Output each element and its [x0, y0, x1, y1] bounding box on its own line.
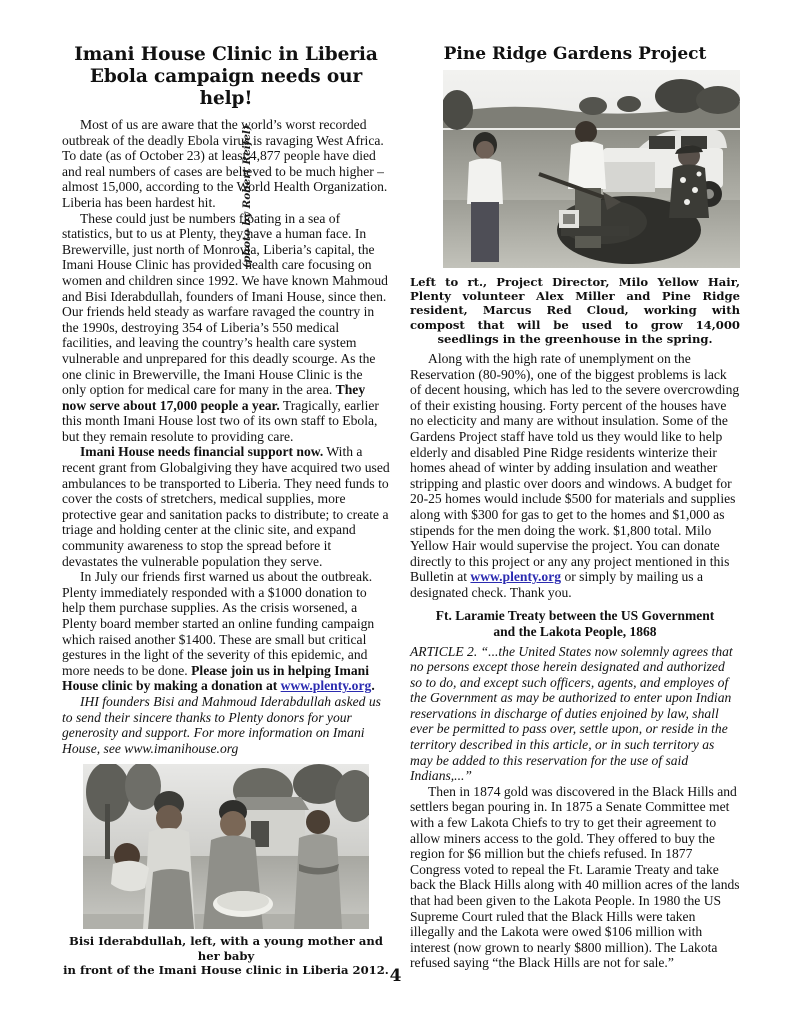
- plenty-org-link-left[interactable]: www.plenty.org: [280, 678, 372, 694]
- treaty-heading-line-2: and the Lakota People, 1868: [493, 624, 657, 640]
- financial-support-rest: With a recent grant from Globalgiving they have acquired two used ambulances to be transported to Liberia. They need funds to cover the costs of stretchers, medical supplies, more protective gear and sanitation packs to distribute; to create a triage and holding center at the clinic site, and expand community awareness to stop the spread before it devastates the vulnerable population they serve.: [62, 444, 390, 569]
- paragraph-black-hills-history: Then in 1874 gold was discovered in the Black Hills and settlers began pouring in. In 1875 a Senate Committee met with a few Lakota Chiefs to try to get their agreement to allow miners access to the gold. They offered to buy the region for $6 million but the chiefs refused. In 1877 Congress voted to repeal the Ft. Laramie Treaty and take back the Black Hills along with 40 million acres of the lands that had been given to the Lakota People. In 1980 the US Supreme Court ruled that the Black Hills were taken illegally and the Lakota were owed $106 million with interest (now grown to nearly $800 million). The Lakota refused saying “the Black Hills are not for sale.”: [410, 783, 740, 971]
- treaty-heading-line-1: Ft. Laramie Treaty between the US Government: [435, 607, 715, 623]
- page-title: [62, 44, 390, 110]
- imani-caption-line-2: in front of the Imani House clinic in Liberia 2012.: [63, 962, 389, 977]
- paragraph-financial-support: [62, 444, 390, 569]
- pine-ridge-photo-caption: Left to rt., Project Director, Milo Yellow Hair, Plenty volunteer Alex Miller and Pine Ridge resident, Marcus Red Cloud, working with compost that will be used to grow 14,000 seedlings in the greenhouse in the spring.: [410, 275, 740, 346]
- paragraph-imani-history-part2: Tragically, earlier this month Imani House lost two of its own staff to Ebola, but they remain resolute to providing care.: [62, 397, 379, 444]
- financial-support-lead: Imani House needs financial support now.: [80, 444, 324, 460]
- donation-appeal-end: .: [371, 678, 375, 694]
- pine-ridge-gardens-photo-graphic: [443, 70, 740, 268]
- pine-ridge-housing-part1: Along with the high rate of unemplyment on the Reservation (80-90%), one of the biggest problems is lack of decent housing, which has led to the severe overcrowding of their existing housing. Forty percent of the houses have no electicity and many are without insulation. Some of the Gardens Project staff have told us they would like to help elderly and disabled Pine Ridge residents winterize their homes ahead of winter by adding insulation and weather stripping and plastic over doors and windows. A budget for 20-25 homes would include $500 for materials and supplies along with $300 for gas to get to the homes and $1,000 as stipends for the men doing the work. $1,800 total. Milo Yellow Hair would supervise the project. You can donate directly to this project or any any project mentioned in this Bulletin at: [410, 351, 740, 585]
- headline-line-1: Imani House Clinic in Liberia: [74, 44, 378, 65]
- paragraph-imani-history-bold: They now serve about 17,000 people a year.: [62, 382, 366, 413]
- pine-ridge-housing-part2: or simply by mailing us a designated check. Thank you.: [410, 569, 704, 600]
- pine-ridge-gardens-photo: [443, 70, 740, 268]
- pine-ridge-photo-wrapper: [241, 70, 740, 270]
- pine-ridge-photo-credit: (photo by Robert Reifel): [241, 125, 253, 268]
- plenty-org-link-right[interactable]: www.plenty.org: [470, 569, 562, 585]
- imani-house-clinic-photo: [83, 764, 369, 929]
- paragraph-ebola-intro: Most of us are aware that the world’s worst recorded outbreak of the deadly Ebola virus is ravaging West Africa. To date (as of October 23) at least 4,877 people have died and real numbers of cases are believed to be much higher – almost 15,000, according to the World Health Organization. Liberia has been hardest hit.: [62, 117, 388, 210]
- ft-laramie-treaty-heading: [410, 608, 740, 641]
- pine-ridge-section-title: Pine Ridge Gardens Project: [443, 44, 707, 64]
- donation-appeal-part1: In July our friends first warned us about the outbreak. Plenty immediately responded with a $1000 donation to help them purchase supplies. As the crisis worsened, a Plenty board member started an online funding campaign which raised another $1400. These are small but critical gestures in the light of the severity of this epidemic, and more needs to be done.: [62, 569, 375, 678]
- page-number: 4: [389, 966, 402, 986]
- headline-line-2: Ebola campaign needs our help!: [89, 66, 363, 109]
- imani-caption-line-1: Bisi Iderabdullah, left, with a young mother and her baby: [69, 934, 383, 963]
- paragraph-donation-appeal: [62, 569, 390, 694]
- treaty-article-2-quote: ARTICLE 2. “...the United States now solemnly agrees that no persons except those herein designated and authorized so to do, and except such officers, agents, and employes of the Government as may be authorized to enter upon Indian reservations in discharge of duties enjoined by law, shall ever be permitted to pass over, settle upon, or reside in the territory described in this article, or in such territory as may be added to this reservation for the use of said Indians,...”: [410, 643, 733, 784]
- paragraph-imani-history-part1: These could just be numbers floating in a sea of statistics, but to us at Plenty, they have a human face. In Brewerville, just north of Monrovia, Liberia’s capital, the Imani House Clinic has provided health care focusing on women and children since 1992. We have known Mahmoud and Bisi Iderabdullah, founders of Imani House, since then. Our friends held steady as warfare ravaged the country in the 1990s, destroying 354 of Liberia’s 550 medical facilities, and leaving the country’s health care system vulnerable and unprepared for this deadly scourge. As the one clinic in Brewerville, the Imani House Clinic is the only option for medical care for many in the area.: [62, 210, 388, 398]
- imani-house-clinic-photo-graphic: [83, 764, 369, 929]
- paragraph-ihi-thanks: IHI founders Bisi and Mahmoud Iderabdullah asked us to send their sincere thanks to Plenty donors for your generosity and support. For more information on Imani House, see www.imanihouse.org: [62, 693, 381, 756]
- right-column: [241, 44, 740, 971]
- donation-appeal-bold: Please join us in helping Imani House clinic by making a donation at: [62, 662, 369, 694]
- paragraph-pine-ridge-housing: [410, 351, 740, 601]
